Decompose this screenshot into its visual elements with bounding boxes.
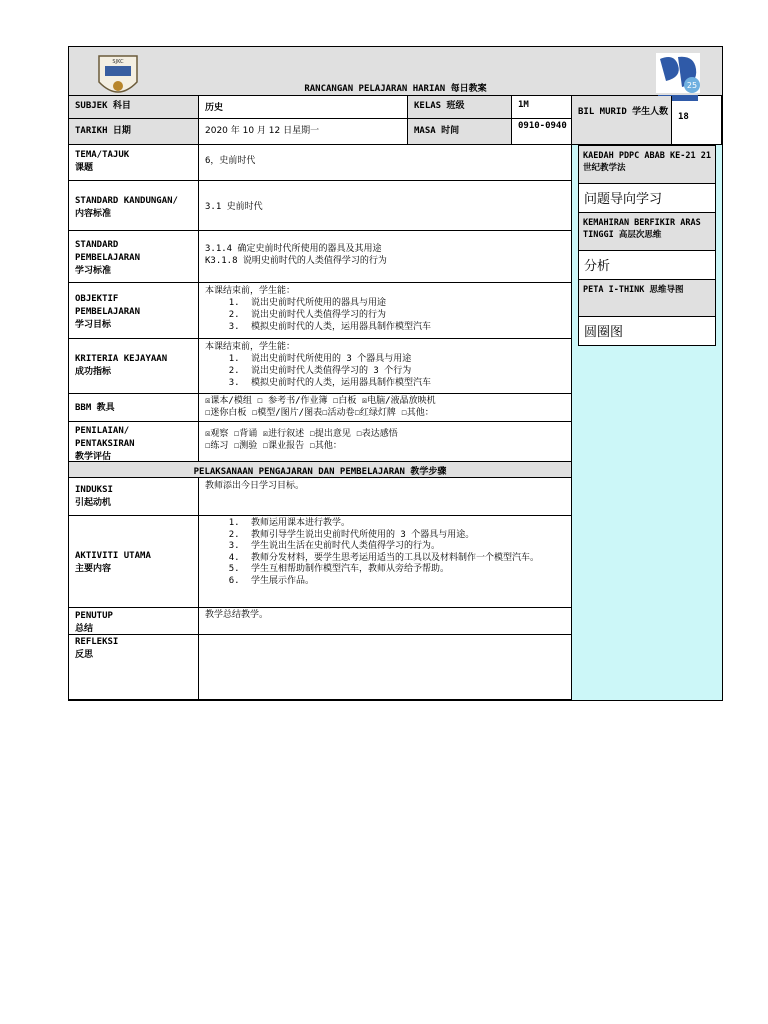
aktiviti-label-en: AKTIVITI UTAMA [75, 551, 151, 561]
kriteria-intro: 本课结束前，学生能： [205, 342, 296, 352]
objektif-item: 3. 模拟史前时代的人类，运用器具制作模型汽车 [245, 321, 571, 333]
induksi-label [69, 478, 199, 516]
tema-label-en: TEMA/TAJUK [75, 150, 130, 160]
objektif-item: 1. 说出史前时代所使用的器具与用途 [245, 297, 571, 309]
aktiviti-item: 1. 教师运用课本进行教学。 [245, 518, 571, 530]
kelas-value: 1M [512, 96, 572, 119]
sp-label-zh: 学习标准 [75, 266, 112, 276]
kriteria-content [199, 339, 572, 394]
page-title: RANCANGAN PELAJARAN HARIAN 每日教案 [304, 84, 487, 94]
kbat-value: 分析 [578, 250, 716, 280]
induksi-label-zh: 引起动机 [75, 498, 112, 508]
bbm-label: BBM 教具 [69, 394, 199, 422]
kriteria-item: 1. 说出史前时代所使用的 3 个器具与用途 [245, 353, 571, 365]
kriteria-label-en: KRITERIA KEJAYAAN [75, 354, 168, 364]
lesson-plan-sheet [68, 46, 723, 701]
standard-kandungan-label-zh: 内容标准 [75, 209, 112, 219]
penilaian-label-zh: 教学评估 [75, 452, 112, 462]
penutup-label-en: PENUTUP [75, 611, 113, 621]
objektif-content [199, 283, 572, 339]
aktiviti-item: 2. 教师引导学生说出史前时代所使用的 3 个器具与用途。 [245, 530, 571, 542]
refleksi-value [199, 635, 572, 700]
penutup-value: 教学总结教学。 [199, 608, 572, 635]
objektif-item: 2. 说出史前时代人类值得学习的行为 [245, 309, 571, 321]
subjek-label: SUBJEK 科目 [69, 96, 199, 119]
sp-line-1: 3.1.4 确定史前时代所使用的器具及其用途 [205, 244, 382, 254]
anniversary-logo-number: 25 [686, 81, 698, 90]
bbm-line-2: ☐迷你白板 ☐模型/图片/图表☐活动卷☐红绿灯牌 ☐其他： [205, 408, 434, 418]
aktiviti-item: 6. 学生展示作品。 [245, 576, 571, 588]
sp-line-2: K3.1.8 说明史前时代的人类值得学习的行为 [205, 256, 387, 266]
aktiviti-list [205, 518, 571, 587]
sp-label-line2: PEMBELAJARAN [75, 253, 141, 263]
kriteria-item: 2. 说出史前时代人类值得学习的 3 个行为 [245, 365, 571, 377]
kriteria-label-zh: 成功指标 [75, 367, 112, 377]
objektif-label-line1: OBJEKTIF [75, 294, 119, 304]
penilaian-line-1: ☒观察 ☐背诵 ☒进行叙述 ☐提出意见 ☐表达感悟 [205, 429, 398, 439]
standard-kandungan-label-en: STANDARD KANDUNGAN/ [75, 196, 178, 206]
penilaian-label [69, 422, 199, 462]
pedagogy-sidebar [572, 145, 722, 700]
subjek-value: 历史 [199, 96, 408, 119]
objektif-intro: 本课结束前，学生能： [205, 286, 296, 296]
peta-box [578, 279, 716, 317]
tema-label [69, 145, 199, 181]
section-title: PELAKSANAAN PENGAJARAN DAN PEMBELAJARAN 教学步骤 [69, 462, 572, 478]
kelas-label: KELAS 班级 [408, 96, 512, 119]
aktiviti-label [69, 516, 199, 608]
masa-value: 0910-0940 [512, 119, 572, 145]
objektif-label [69, 283, 199, 339]
refleksi-label [69, 635, 199, 700]
school-logo-text: SJKC [112, 59, 124, 65]
penutup-label [69, 608, 199, 635]
kbat-box [578, 212, 716, 251]
aktiviti-item: 5. 学生互相帮助制作模型汽车，教师从旁给予帮助。 [245, 564, 571, 576]
kriteria-item: 3. 模拟史前时代的人类，运用器具制作模型汽车 [245, 377, 571, 389]
kaedah-box [578, 145, 716, 184]
kbat-label: KEMAHIRAN BERFIKIR ARAS TINGGI 高层次思维 [579, 213, 715, 255]
tema-value: 6，史前时代 [199, 145, 572, 181]
objektif-list [205, 297, 571, 333]
aktiviti-label-zh: 主要内容 [75, 564, 112, 574]
kaedah-label: KAEDAH PDPC ABAB KE-21 21 世纪教学法 [579, 146, 715, 188]
induksi-label-en: INDUKSI [75, 485, 113, 495]
objektif-label-zh: 学习目标 [75, 320, 112, 330]
induksi-value: 教师添出今日学习目标。 [199, 478, 572, 516]
penilaian-label-line1: PENILAIAN/ [75, 426, 130, 436]
peta-value: 圆圈图 [578, 316, 716, 346]
tarikh-label: TARIKH 日期 [69, 119, 199, 145]
standard-kandungan-label [69, 181, 199, 231]
tema-label-zh: 课题 [75, 163, 94, 173]
standard-pembelajaran-label [69, 231, 199, 283]
school-logo [95, 52, 141, 102]
refleksi-label-en: REFLEKSI [75, 637, 119, 647]
tarikh-value: 2020 年 10 月 12 日星期一 [199, 119, 408, 145]
penutup-label-zh: 总结 [75, 624, 94, 634]
aktiviti-content [199, 516, 572, 608]
penilaian-label-line2: PENTAKSIRAN [75, 439, 135, 449]
aktiviti-item: 4. 教师分发材料，要学生思考运用适当的工具以及材料制作一个模型汽车。 [245, 553, 571, 565]
bil-murid-label: BIL MURID 学生人数 [572, 96, 672, 145]
peta-label: PETA I-THINK 思维导图 [579, 280, 715, 321]
standard-kandungan-value: 3.1 史前时代 [199, 181, 572, 231]
objektif-label-line2: PEMBELAJARAN [75, 307, 141, 317]
masa-label: MASA 时间 [408, 119, 512, 145]
kriteria-list [205, 353, 571, 389]
bil-murid-value: 18 [672, 96, 722, 145]
standard-pembelajaran-value [199, 231, 572, 283]
sp-label-line1: STANDARD [75, 240, 119, 250]
refleksi-label-zh: 反思 [75, 650, 94, 660]
penilaian-content [199, 422, 572, 462]
aktiviti-item: 3. 学生说出生活在史前时代人类值得学习的行为。 [245, 541, 571, 553]
kriteria-label [69, 339, 199, 394]
bbm-content [199, 394, 572, 422]
kaedah-value: 问题导向学习 [578, 183, 716, 213]
bbm-line-1: ☒课本/模组 ☐ 参考书/作业簿 ☐白板 ☒电脑/液晶放映机 [205, 396, 436, 406]
penilaian-line-2: ☐练习 ☐测验 ☐课业报告 ☐其他： [205, 441, 342, 451]
